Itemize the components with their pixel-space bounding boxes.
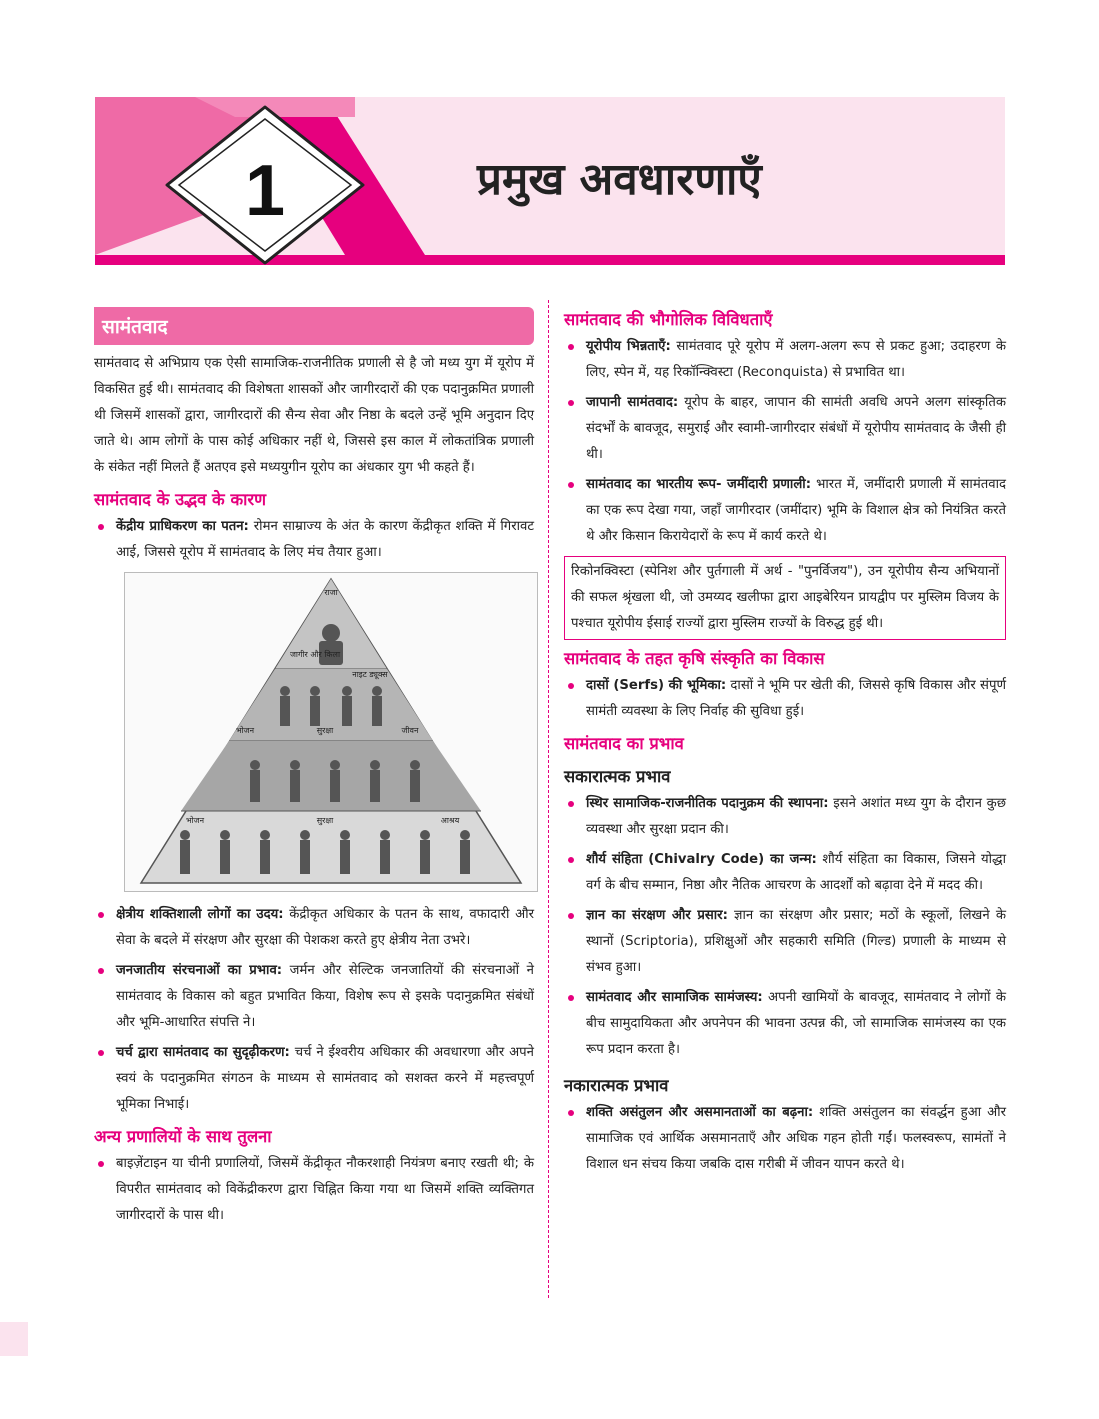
chapter-number: 1: [244, 151, 286, 231]
list-item: शौर्य संहिता (Chivalry Code) का जन्म: शौर्य संहिता का विकास, जिसने योद्धा वर्ग के बीच सम्मान, निष्ठा और नैतिक आचरण के आदर्शों को बढ़ावा देने में मदद की।: [564, 847, 1006, 899]
list-item: जनजातीय संरचनाओं का प्रभाव: जर्मन और सेल्टिक जनजातियों की संरचनाओं ने सामंतवाद के विकास को बहुत प्रभावित किया, विशेष रूप से इसके पदानुक्रमित संबंधों और भूमि-आधारित संपत्ति ने।: [94, 958, 534, 1036]
positive-impact-heading: सकारात्मक प्रभाव: [564, 767, 671, 786]
label-tier2b: सुरक्षा: [316, 726, 334, 735]
causes-heading: सामंतवाद के उद्भव के कारण: [94, 490, 267, 509]
label-tier3a: भोजन: [185, 816, 205, 825]
causes-list-rest: [94, 902, 534, 1118]
chapter-header: [95, 97, 1005, 265]
negative-impact-heading: नकारात्मक प्रभाव: [564, 1076, 669, 1095]
label-tier1b: नाइट ड्यूक्स: [352, 670, 388, 679]
column-divider: [548, 300, 549, 1298]
geo-list: [564, 334, 1006, 550]
list-item: सामंतवाद और सामाजिक सामंजस्य: अपनी खामियों के बावजूद, सामंतवाद ने लोगों के बीच सामुदायिकता और अपनेपन की भावना उत्पन्न की, जो सामाजिक सामंजस्य का एक रूप प्रदान करता है।: [564, 985, 1006, 1063]
negative-impact-list: [564, 1100, 1006, 1178]
compare-heading: अन्य प्रणालियों के साथ तुलना: [94, 1127, 272, 1146]
label-tier3b: सुरक्षा: [316, 816, 334, 825]
list-item: जापानी सामंतवाद: यूरोप के बाहर, जापान की सामंती अवधि अपने अलग सांस्कृतिक संदर्भों के बावजूद, समुराई और स्वामी-जागीरदार संबंधों में यूरोपीय सामंतवाद के जैसी ही थी।: [564, 390, 1006, 468]
right-column: [564, 307, 1006, 1182]
section-heading-feudalism: सामंतवाद: [94, 307, 534, 345]
label-apex: राजा: [324, 588, 338, 597]
list-item: ज्ञान का संरक्षण और प्रसार: ज्ञान का संरक्षण और प्रसार; मठों के स्कूलों, लिखने के स्थानों (Scriptoria), प्रशिक्षुओं और सहकारी समिति (गिल्ड) प्रणाली के माध्यम से संभव हुआ।: [564, 903, 1006, 981]
left-column: [94, 307, 534, 1233]
list-item: क्षेत्रीय शक्तिशाली लोगों का उदय: केंद्रीकृत अधिकार के पतन के साथ, वफादारी और सेवा के बदले में संरक्षण और सुरक्षा की पेशकश करते हुए क्षेत्रीय नेता उभरे।: [94, 902, 534, 954]
chapter-title: प्रमुख अवधारणाएँ: [477, 154, 762, 205]
list-item: केंद्रीय प्राधिकरण का पतन: रोमन साम्राज्य के अंत के कारण केंद्रीकृत शक्ति में गिरावट आई, जिससे यूरोप में सामंतवाद के लिए मंच तैयार हुआ।: [94, 514, 534, 566]
reconquista-note-box: रिकोनक्विस्टा (स्पेनिश और पुर्तगाली में अर्थ - "पुनर्विजय"), उन यूरोपीय सैन्य अभियानों की सफल श्रृंखला थी, जो उमय्यद खलीफा द्वारा आइबेरियन प्रायद्वीप पर मुस्लिम विजय के पश्चात यूरोपीय ईसाई राज्यों द्वारा मुस्लिम राज्यों के विरुद्ध हुई थी।: [564, 556, 1006, 640]
list-item: शक्ति असंतुलन और असमानताओं का बढ़ना: शक्ति असंतुलन का संवर्द्धन हुआ और सामाजिक एवं आर्थिक असमानताएँ और अधिक गहन होती गईं। फलस्वरूप, सामंतों ने विशाल धन संचय किया जबकि दास गरीबी में जीवन यापन करते थे।: [564, 1100, 1006, 1178]
label-tier3c: आश्रय: [440, 816, 460, 825]
list-item: यूरोपीय भिन्नताएँ: सामंतवाद पूरे यूरोप में अलग-अलग रूप से प्रकट हुआ; उदाहरण के लिए, स्पेन में, यह रिकॉन्क्विस्टा (Reconquista) से प्रभावित था।: [564, 334, 1006, 386]
list-item: सामंतवाद का भारतीय रूप- जमींदारी प्रणाली: भारत में, जमींदारी प्रणाली में सामंतवाद का एक रूप देखा गया, जहाँ जागीरदार (जमींदार) भूमि के विशाल क्षेत्र को नियंत्रित करते थे और किसान किरायेदारों के रूप में कार्य करते थे।: [564, 472, 1006, 550]
list-item: चर्च द्वारा सामंतवाद का सुदृढ़ीकरण: चर्च ने ईश्वरीय अधिकार की अवधारणा और अपने स्वयं के पदानुक्रमित संगठन के माध्यम से सामंतवाद को सशक्त करने में महत्त्वपूर्ण भूमिका निभाई।: [94, 1040, 534, 1118]
feudal-pyramid-illustration: [125, 573, 537, 891]
label-tier2a: भोजन: [235, 726, 255, 735]
positive-impact-list: [564, 791, 1006, 1063]
page-edge-tab: [0, 1322, 28, 1356]
feudal-pyramid-figure: [124, 572, 538, 892]
list-item: बाइज़ेंटाइन या चीनी प्रणालियों, जिसमें केंद्रीकृत नौकरशाही नियंत्रण बनाए रखती थी; के विपरीत सामंतवाद को विकेंद्रीकरण द्वारा चिह्नित किया गया था जिसमें शक्ति व्यक्तिगत जागीरदारों के पास थी।: [94, 1151, 534, 1229]
geo-heading: सामंतवाद की भौगोलिक विविधताएँ: [564, 310, 773, 329]
compare-list: [94, 1151, 534, 1229]
agri-list: [564, 673, 1006, 725]
causes-list-first: [94, 514, 534, 566]
feudalism-intro: सामंतवाद से अभिप्राय एक ऐसी सामाजिक-राजनीतिक प्रणाली से है जो मध्य युग में यूरोप में विकसित हुई थी। सामंतवाद की विशेषता शासकों और जागीरदारों की एक पदानुक्रमित प्रणाली थी जिसमें शासकों द्वारा, जागीरदारों की सैन्य सेवा और निष्ठा के बदले उन्हें भूमि अनुदान दिए जाते थे। आम लोगों के पास कोई अधिकार नहीं थे, जिससे इस काल में लोकतांत्रिक प्रणाली के संकेत नहीं मिलते हैं अतएव इसे मध्ययुगीन यूरोप का अंधकार युग भी कहते हैं।: [94, 356, 534, 475]
agri-heading: सामंतवाद के तहत कृषि संस्कृति का विकास: [564, 649, 825, 668]
list-item: दासों (Serfs) की भूमिका: दासों ने भूमि पर खेती की, जिससे कृषि विकास और संपूर्ण सामंती व्यवस्था के लिए निर्वाह की सुविधा हुई।: [564, 673, 1006, 725]
list-item: स्थिर सामाजिक-राजनीतिक पदानुक्रम की स्थापना: इसने अशांत मध्य युग के दौरान कुछ व्यवस्था और सुरक्षा प्रदान की।: [564, 791, 1006, 843]
label-tier2c: जीवन: [401, 726, 419, 735]
label-tier1: जागीर और किला: [289, 650, 341, 659]
impact-heading: सामंतवाद का प्रभाव: [564, 734, 684, 753]
